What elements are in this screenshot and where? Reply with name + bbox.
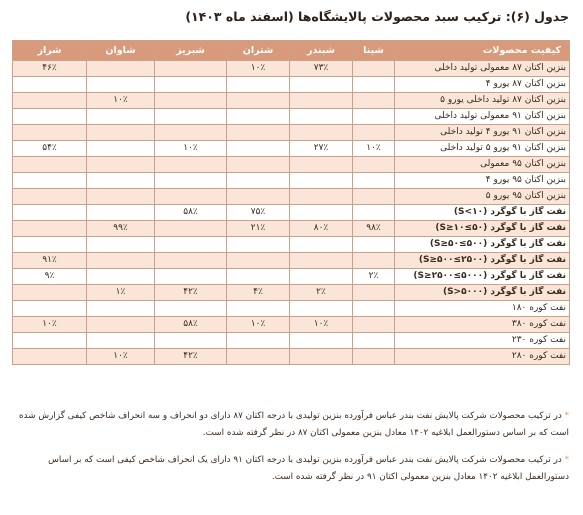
share-cell: ۱۰٪ — [290, 317, 353, 333]
share-cell — [155, 269, 227, 285]
share-cell — [290, 77, 353, 93]
product-name: بنزین اکتان ۸۷ یورو ۴ — [395, 77, 570, 93]
share-cell: ۵۸٪ — [155, 205, 227, 221]
share-cell — [13, 285, 87, 301]
table-row — [13, 61, 570, 77]
share-cell — [87, 269, 155, 285]
share-cell — [155, 333, 227, 349]
footnote-text: در ترکیب محصولات شرکت پالایش نفت بندر عباس فرآورده بنزین تولیدی با درجه اکتان ۹۱ دارای یک انحراف شاخص کیفی است که بر اساس دستورالعمل ابلاغیه ۱۴۰۲ معادل بنزین معمولی اکتان ۹۱ در نظر گرفته شده است. — [48, 455, 569, 482]
share-cell — [13, 205, 87, 221]
bullet-icon: * — [561, 455, 569, 465]
table-row — [13, 285, 570, 301]
table-row — [13, 109, 570, 125]
share-cell — [87, 173, 155, 189]
share-cell — [353, 349, 395, 365]
product-name: بنزین اکتان ۹۵ یورو ۴ — [395, 173, 570, 189]
table-row — [13, 93, 570, 109]
table-row — [13, 253, 570, 269]
share-cell — [13, 93, 87, 109]
share-cell — [290, 237, 353, 253]
share-cell — [227, 253, 290, 269]
table-row — [13, 317, 570, 333]
share-cell — [155, 93, 227, 109]
share-cell — [87, 157, 155, 173]
footnote — [14, 408, 569, 442]
share-cell: ۹۱٪ — [13, 253, 87, 269]
share-cell — [87, 141, 155, 157]
share-cell — [353, 173, 395, 189]
share-cell — [13, 189, 87, 205]
share-cell — [353, 93, 395, 109]
table-row — [13, 125, 570, 141]
share-cell: ۴٪ — [227, 285, 290, 301]
share-cell — [13, 221, 87, 237]
column-header: کیفیت محصولات — [395, 41, 570, 61]
share-cell: ۱۰٪ — [13, 317, 87, 333]
share-cell — [87, 77, 155, 93]
share-cell — [290, 253, 353, 269]
column-header: شراز — [13, 41, 87, 61]
share-cell — [87, 317, 155, 333]
product-name: بنزین اکتان ۹۵ یورو ۵ — [395, 189, 570, 205]
share-cell — [13, 109, 87, 125]
product-mix-table — [12, 40, 570, 365]
table-row — [13, 269, 570, 285]
share-cell: ۴۲٪ — [155, 285, 227, 301]
share-cell — [155, 109, 227, 125]
table-row — [13, 221, 570, 237]
share-cell — [155, 77, 227, 93]
table-row — [13, 77, 570, 93]
share-cell: ۲٪ — [353, 269, 395, 285]
share-cell: ۹٪ — [13, 269, 87, 285]
share-cell — [155, 189, 227, 205]
share-cell — [227, 237, 290, 253]
footnote — [14, 452, 569, 486]
share-cell — [155, 221, 227, 237]
share-cell — [227, 349, 290, 365]
share-cell — [87, 237, 155, 253]
share-cell — [227, 109, 290, 125]
product-name: نفت گاز با گوگرد (۱۰>S) — [395, 205, 570, 221]
share-cell — [13, 333, 87, 349]
share-cell: ۸۰٪ — [290, 221, 353, 237]
bullet-icon: * — [561, 411, 569, 421]
table-row — [13, 333, 570, 349]
share-cell — [353, 333, 395, 349]
share-cell: ۱۰٪ — [227, 61, 290, 77]
product-name: نفت کوره ۳۸۰ — [395, 317, 570, 333]
table-header-row — [13, 41, 570, 61]
share-cell — [227, 333, 290, 349]
table-row — [13, 157, 570, 173]
table-row — [13, 301, 570, 317]
share-cell — [290, 157, 353, 173]
share-cell: ۱۰٪ — [87, 349, 155, 365]
product-name: بنزین اکتان ۹۱ یورو ۴ تولید داخلی — [395, 125, 570, 141]
share-cell: ۱٪ — [87, 285, 155, 301]
footnotes — [14, 408, 569, 496]
share-cell — [87, 333, 155, 349]
share-cell — [353, 205, 395, 221]
share-cell — [353, 285, 395, 301]
share-cell — [13, 77, 87, 93]
share-cell: ۲۱٪ — [227, 221, 290, 237]
share-cell — [87, 301, 155, 317]
share-cell: ۷۳٪ — [290, 61, 353, 77]
product-name: نفت گاز با گوگرد (۵۰۰۰≥S≥۲۵۰۰) — [395, 269, 570, 285]
share-cell — [290, 333, 353, 349]
product-name: نفت گاز با گوگرد (۵۰۰۰<S) — [395, 285, 570, 301]
share-cell — [353, 109, 395, 125]
share-cell: ۱۰٪ — [353, 141, 395, 157]
share-cell — [155, 301, 227, 317]
share-cell — [87, 205, 155, 221]
product-name: نفت گاز با گوگرد (۲۵۰۰≥S≥۵۰۰) — [395, 253, 570, 269]
share-cell: ۲٪ — [290, 285, 353, 301]
share-cell — [155, 157, 227, 173]
share-cell — [290, 349, 353, 365]
product-name: نفت گاز با گوگرد (۵۰≥S≥۱۰) — [395, 221, 570, 237]
share-cell: ۹۸٪ — [353, 221, 395, 237]
share-cell — [227, 157, 290, 173]
table-row — [13, 141, 570, 157]
share-cell — [13, 125, 87, 141]
column-header: شبندر — [290, 41, 353, 61]
product-name: نفت کوره ۲۳۰ — [395, 333, 570, 349]
share-cell — [353, 189, 395, 205]
product-name: نفت گاز با گوگرد (۵۰۰≥S≥۵۰) — [395, 237, 570, 253]
product-name: بنزین اکتان ۹۱ یورو ۵ تولید داخلی — [395, 141, 570, 157]
share-cell — [13, 237, 87, 253]
product-name: بنزین اکتان ۸۷ تولید داخلی یورو ۵ — [395, 93, 570, 109]
share-cell — [155, 125, 227, 141]
share-cell — [290, 189, 353, 205]
share-cell — [353, 317, 395, 333]
share-cell — [227, 269, 290, 285]
share-cell: ۴۲٪ — [155, 349, 227, 365]
product-name: بنزین اکتان ۸۷ معمولی تولید داخلی — [395, 61, 570, 77]
product-name: نفت کوره ۱۸۰ — [395, 301, 570, 317]
share-cell: ۵۸٪ — [155, 317, 227, 333]
share-cell — [13, 301, 87, 317]
table-row — [13, 205, 570, 221]
table-title: جدول (۶): ترکیب سبد محصولات پالایشگاه‌ها (اسفند ماه ۱۴۰۳) — [185, 9, 569, 24]
product-name: بنزین اکتان ۹۵ معمولی — [395, 157, 570, 173]
share-cell: ۹۹٪ — [87, 221, 155, 237]
footnote-text: در ترکیب محصولات شرکت پالایش نفت بندر عباس فرآورده بنزین تولیدی با درجه اکتان ۸۷ دارای دو انحراف و سه انحراف شاخص کیفی گزارش شده است که بر اساس دستورالعمل ابلاغیه ۱۴۰۲ معادل بنزین معمولی اکتان ۸۷ در نظر گرفته شده است. — [19, 411, 569, 438]
product-name: بنزین اکتان ۹۱ معمولی تولید داخلی — [395, 109, 570, 125]
share-cell — [87, 253, 155, 269]
column-header: شاوان — [87, 41, 155, 61]
share-cell: ۴۶٪ — [13, 61, 87, 77]
product-name: نفت کوره ۲۸۰ — [395, 349, 570, 365]
share-cell — [290, 125, 353, 141]
share-cell — [290, 205, 353, 221]
share-cell — [227, 173, 290, 189]
share-cell — [155, 253, 227, 269]
share-cell — [353, 301, 395, 317]
share-cell — [13, 157, 87, 173]
share-cell: ۱۰٪ — [87, 93, 155, 109]
share-cell — [353, 125, 395, 141]
share-cell — [13, 173, 87, 189]
share-cell: ۱۰٪ — [155, 141, 227, 157]
share-cell — [353, 237, 395, 253]
share-cell — [87, 125, 155, 141]
share-cell — [87, 109, 155, 125]
table-row — [13, 349, 570, 365]
share-cell — [353, 253, 395, 269]
column-header: شینا — [353, 41, 395, 61]
share-cell: ۷۵٪ — [227, 205, 290, 221]
share-cell — [227, 125, 290, 141]
share-cell — [353, 61, 395, 77]
share-cell — [227, 301, 290, 317]
share-cell — [227, 77, 290, 93]
share-cell — [155, 237, 227, 253]
share-cell — [290, 93, 353, 109]
table-row — [13, 237, 570, 253]
share-cell — [227, 141, 290, 157]
share-cell: ۲۷٪ — [290, 141, 353, 157]
share-cell — [155, 173, 227, 189]
share-cell — [87, 61, 155, 77]
table-row — [13, 173, 570, 189]
share-cell — [13, 349, 87, 365]
share-cell — [87, 189, 155, 205]
share-cell — [353, 157, 395, 173]
share-cell: ۵۴٪ — [13, 141, 87, 157]
column-header: شبریز — [155, 41, 227, 61]
share-cell — [290, 301, 353, 317]
share-cell — [290, 109, 353, 125]
share-cell — [290, 269, 353, 285]
share-cell — [227, 93, 290, 109]
share-cell — [227, 189, 290, 205]
share-cell — [353, 77, 395, 93]
share-cell: ۱۰٪ — [227, 317, 290, 333]
share-cell — [155, 61, 227, 77]
column-header: شتران — [227, 41, 290, 61]
share-cell — [290, 173, 353, 189]
table-row — [13, 189, 570, 205]
